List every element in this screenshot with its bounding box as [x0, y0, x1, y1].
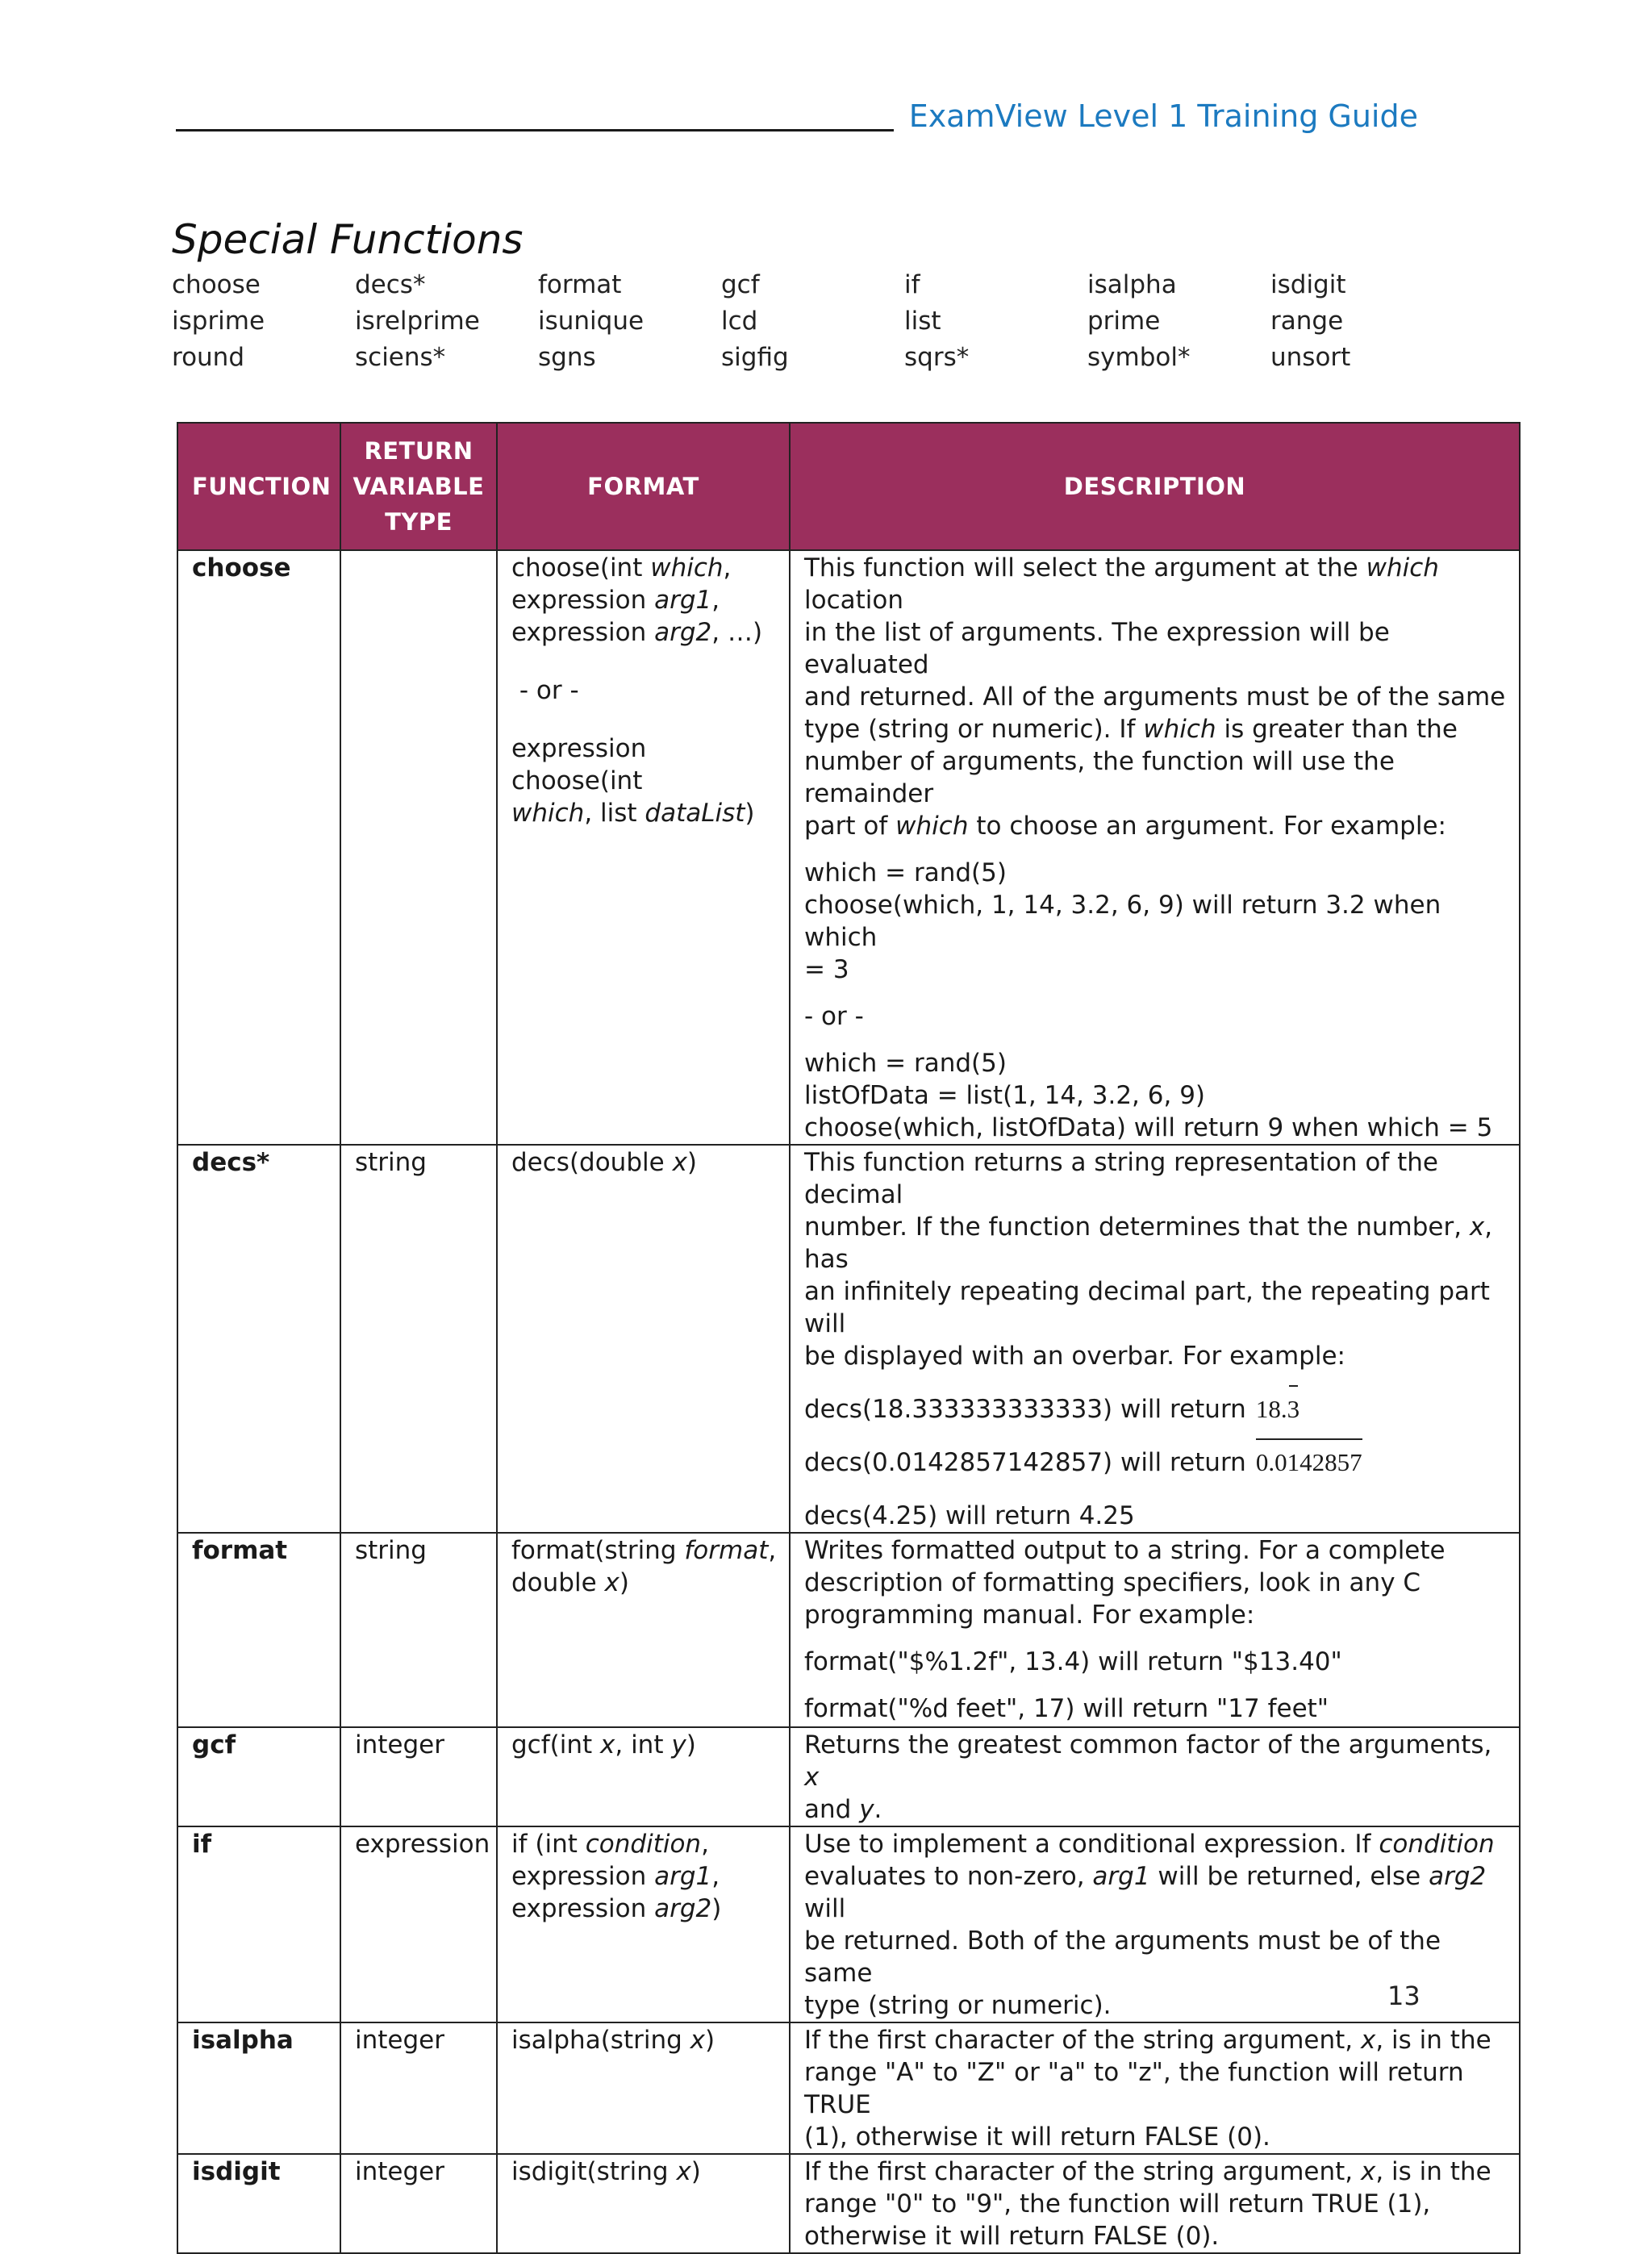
- table-row: [177, 550, 1520, 1145]
- overbar-value: 0.0142857: [1256, 1448, 1362, 1476]
- header-format: FORMAT: [497, 423, 790, 550]
- format-cell: isalpha(string x): [497, 2022, 790, 2154]
- format-cell: isdigit(string x): [497, 2154, 790, 2253]
- function-name: format: [177, 1533, 340, 1727]
- function-index-item: sciens*: [355, 343, 446, 372]
- header-return-line: RETURN: [364, 437, 473, 465]
- table-row: [177, 2154, 1520, 2253]
- table-header-row: [177, 423, 1520, 550]
- format-cell: gcf(int x, int y): [497, 1727, 790, 1826]
- header-return-line: VARIABLE: [353, 473, 485, 500]
- return-type: string: [340, 1533, 497, 1727]
- return-type: [340, 550, 497, 1145]
- function-index-item: isrelprime: [355, 307, 480, 336]
- function-index-item: isunique: [538, 307, 645, 336]
- function-name: if: [177, 1826, 340, 2022]
- function-index-item: if: [904, 270, 920, 299]
- description-cell: This function returns a string representation of the decimal number. If the function determines that the number, x, has an infinitely repeating decimal part, the repeating part will be displayed with an overbar. For example: decs(18.333333333333) will return 18.3 decs(0.0142857142857) will return 0.0142857 decs(4.25) will return 4.25: [790, 1145, 1520, 1533]
- function-index-item: symbol*: [1087, 343, 1191, 372]
- table-row: [177, 1727, 1520, 1826]
- table-row: [177, 1826, 1520, 2022]
- function-name: isalpha: [177, 2022, 340, 2154]
- section-title: Special Functions: [172, 216, 524, 263]
- return-type: integer: [340, 1727, 497, 1826]
- description-cell: If the first character of the string argument, x, is in the range "0" to "9", the function will return TRUE (1), otherwise it will return FALSE (0).: [790, 2154, 1520, 2253]
- function-index-item: sigfig: [721, 343, 789, 372]
- header-rule: [176, 129, 894, 131]
- description-cell: If the first character of the string argument, x, is in the range "A" to "Z" or "a" to "z", the function will return TRUE (1), otherwise it will return FALSE (0).: [790, 2022, 1520, 2154]
- function-index-item: sqrs*: [904, 343, 970, 372]
- format-cell: decs(double x): [497, 1145, 790, 1533]
- function-index-item: range: [1270, 307, 1344, 336]
- return-type: expression: [340, 1826, 497, 2022]
- header-function: FUNCTION: [177, 423, 340, 550]
- function-index-item: lcd: [721, 307, 758, 336]
- overbar-value: 18.3: [1256, 1395, 1299, 1423]
- format-cell: choose(int which, expression arg1, expression arg2, …) - or - expression choose(int which, list dataList): [497, 550, 790, 1145]
- table-row: [177, 1533, 1520, 1727]
- header-return-type: [340, 423, 497, 550]
- description-cell: Returns the greatest common factor of the arguments, x and y.: [790, 1727, 1520, 1826]
- functions-table: [177, 422, 1521, 2254]
- function-name: isdigit: [177, 2154, 340, 2253]
- description-cell: This function will select the argument at the which location in the list of arguments. The expression will be evaluated and returned. All of the arguments must be of the same type (string or numeric). If which is greater than the number of arguments, the function will use the remainder part of which to choose an argument. For example: which = rand(5) choose(which, 1, 14, 3.2, 6, 9) will return 3.2 when which = 3 - or - which = rand(5) listOfData = list(1, 14, 3.2, 6, 9) choose(which, listOfData) will return 9 when which = 5: [790, 550, 1520, 1145]
- table-row: [177, 1145, 1520, 1533]
- function-name: gcf: [177, 1727, 340, 1826]
- description-cell: Use to implement a conditional expression. If condition evaluates to non-zero, arg1 will be returned, else arg2 will be returned. Both of the arguments must be of the same type (string or numeric).: [790, 1826, 1520, 2022]
- function-index: [172, 271, 1454, 372]
- page-number: 13: [1387, 1981, 1420, 2011]
- function-index-item: isalpha: [1087, 270, 1177, 299]
- function-index-item: isprime: [172, 307, 265, 336]
- function-index-item: gcf: [721, 270, 760, 299]
- function-index-item: decs*: [355, 270, 426, 299]
- function-index-item: round: [172, 343, 245, 372]
- function-index-item: unsort: [1270, 343, 1351, 372]
- format-cell: if (int condition, expression arg1, expression arg2): [497, 1826, 790, 2022]
- function-name: decs*: [177, 1145, 340, 1533]
- return-type: integer: [340, 2154, 497, 2253]
- description-cell: Writes formatted output to a string. For a complete description of formatting specifiers, look in any C programming manual. For example: format("$%1.2f", 13.4) will return "$13.40" format("%d feet", 17) will return "17 feet": [790, 1533, 1520, 1727]
- function-index-item: format: [538, 270, 622, 299]
- return-type: string: [340, 1145, 497, 1533]
- table-row: [177, 2022, 1520, 2154]
- function-index-item: list: [904, 307, 941, 336]
- header-description: DESCRIPTION: [790, 423, 1520, 550]
- function-index-item: sgns: [538, 343, 596, 372]
- format-cell: format(string format, double x): [497, 1533, 790, 1727]
- return-type: integer: [340, 2022, 497, 2154]
- function-index-item: prime: [1087, 307, 1161, 336]
- function-name: choose: [177, 550, 340, 1145]
- function-index-item: choose: [172, 270, 261, 299]
- header-return-line: TYPE: [385, 508, 453, 536]
- function-index-item: isdigit: [1270, 270, 1346, 299]
- document-header-title: ExamView Level 1 Training Guide: [908, 98, 1418, 134]
